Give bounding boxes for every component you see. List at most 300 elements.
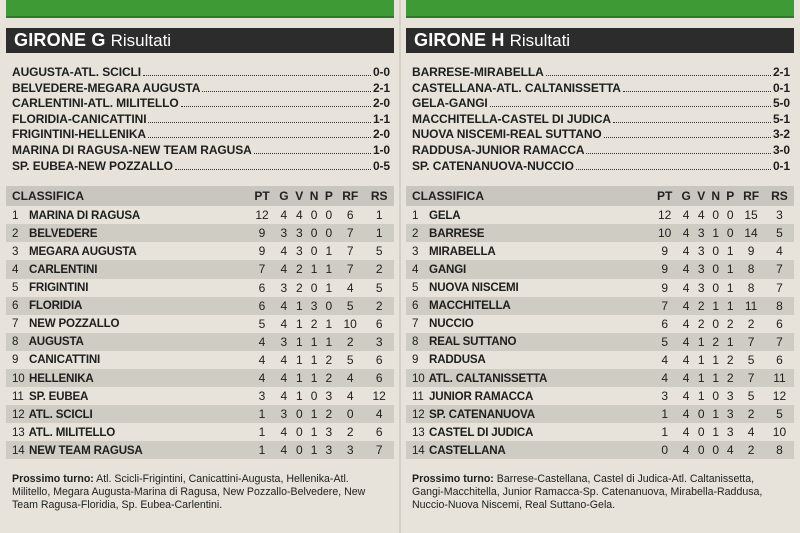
stat-rf: 4 [747, 425, 755, 440]
team-position: 6 [412, 299, 419, 313]
stat-rs: 8 [765, 297, 794, 315]
team-name: CASTELLANA [429, 443, 506, 457]
team-name: RADDUSA [429, 353, 486, 367]
next-round-matches: Barrese-Castellana, Castel di Judica-Atl. Caltanissetta, Gangi-Macchitella, Junior Ramacca-Sp. Catenanuova, Mirabella-Raddusa, Nuccio-Nuova Niscemi, Real Suttano-Gela. [412, 473, 763, 511]
stat-rs: 4 [776, 244, 783, 259]
stat-v: 1 [697, 389, 705, 404]
team-cell [406, 369, 651, 387]
leader-dots [143, 75, 371, 76]
stat-g: 4 [678, 224, 694, 242]
stat-pt: 9 [258, 244, 266, 259]
stat-rf: 9 [747, 244, 755, 259]
stat-n: 1 [306, 405, 321, 423]
team-cell [6, 242, 248, 260]
team-position: 13 [12, 425, 25, 439]
team-name: JUNIOR RAMACCA [429, 389, 534, 403]
stat-p: 3 [723, 405, 737, 423]
team-cell [6, 369, 248, 387]
stat-rs: 7 [765, 260, 794, 278]
stat-g: 3 [276, 224, 293, 242]
match-score: 1-0 [372, 142, 390, 157]
match-score: 3-2 [772, 127, 790, 142]
stat-rs: 3 [364, 333, 394, 351]
leader-dots [613, 122, 771, 123]
stat-p: 0 [726, 208, 734, 223]
team-cell [6, 297, 248, 315]
stat-rs: 5 [765, 224, 794, 242]
stat-rs: 12 [772, 389, 787, 404]
header-v: V [292, 186, 306, 206]
standings-row [406, 333, 794, 351]
team-name: HELLENIKA [29, 371, 94, 385]
stat-rf: 7 [336, 260, 364, 278]
result-row [12, 81, 390, 97]
stat-rf: 5 [346, 352, 354, 367]
team-name: BARRESE [429, 226, 485, 240]
match-name: BARRESE-MIRABELLA [412, 65, 544, 79]
team-position: 10 [412, 371, 425, 385]
stat-n: 1 [708, 297, 723, 315]
team-cell [406, 206, 651, 224]
team-name: MARINA DI RAGUSA [29, 208, 141, 222]
team-name: ATL. SCICLI [28, 407, 93, 421]
stat-v: 0 [292, 405, 306, 423]
header-n: N [708, 186, 723, 206]
stat-g: 4 [280, 244, 288, 259]
standings-row [406, 351, 794, 369]
stat-g: 4 [682, 244, 690, 259]
stat-n: 0 [712, 316, 720, 331]
result-row [412, 81, 790, 97]
standings-row [6, 333, 394, 351]
standings-row [6, 405, 394, 423]
stat-rf: 4 [346, 280, 354, 295]
stat-n: 0 [708, 441, 723, 459]
match-name: MACCHITELLA-CASTEL DI JUDICA [412, 111, 611, 126]
stat-rf: 2 [346, 425, 354, 440]
team-position: 6 [12, 299, 19, 313]
result-row [412, 143, 790, 159]
stat-rf: 14 [737, 224, 765, 242]
team-position: 9 [12, 353, 19, 367]
match-score: 0-5 [372, 158, 390, 173]
match-name: FLORIDIA-CANICATTINI [12, 111, 147, 126]
team-name: CARLENTINI [29, 262, 98, 276]
next-round-label: Prossimo turno: [12, 473, 94, 486]
stat-g: 4 [678, 297, 694, 315]
leader-dots [490, 106, 771, 107]
stat-pt: 12 [255, 208, 269, 223]
stat-p: 2 [723, 369, 737, 387]
match-score: 0-0 [372, 65, 390, 79]
stat-rf: 7 [737, 369, 765, 387]
team-position: 7 [412, 317, 419, 331]
stat-g: 4 [276, 441, 293, 459]
result-row [12, 159, 390, 175]
stat-n: 0 [310, 244, 318, 259]
stat-rs: 5 [375, 280, 383, 295]
stat-n: 1 [712, 425, 720, 440]
standings-row [6, 351, 394, 369]
stat-n: 1 [306, 260, 321, 278]
stat-rf: 10 [343, 316, 357, 331]
team-position: 5 [412, 281, 419, 295]
standings-row [406, 405, 794, 423]
stat-p: 3 [322, 441, 336, 459]
team-name: FRIGINTINI [29, 281, 89, 295]
stat-pt: 1 [258, 425, 266, 440]
team-position: 11 [12, 389, 24, 403]
team-cell [6, 333, 248, 351]
stat-n: 1 [310, 425, 318, 440]
group-title: GIRONE H [414, 30, 505, 50]
stat-pt: 4 [258, 352, 266, 367]
stat-v: 3 [694, 224, 708, 242]
team-position: 11 [412, 389, 424, 403]
standings-row [406, 206, 794, 224]
stat-v: 1 [694, 333, 708, 351]
team-cell [6, 405, 248, 423]
team-name: ATL. MILITELLO [28, 425, 116, 439]
girone-h-column [406, 0, 794, 533]
stat-n: 0 [310, 280, 318, 295]
stat-g: 4 [682, 316, 690, 331]
stat-rs: 11 [765, 369, 794, 387]
stat-n: 1 [708, 405, 723, 423]
stat-rf: 4 [336, 369, 364, 387]
stat-g: 4 [276, 260, 293, 278]
stat-rs: 6 [375, 316, 383, 331]
stat-rs: 5 [375, 244, 383, 259]
team-name: MACCHITELLA [429, 299, 511, 313]
leader-dots [148, 137, 371, 138]
match-score: 1-1 [372, 111, 390, 126]
team-name: AUGUSTA [28, 335, 84, 349]
team-position: 5 [12, 281, 19, 295]
stat-pt: 6 [661, 316, 669, 331]
standings-row [6, 260, 394, 278]
team-name: SP. CATENANUOVA [429, 407, 535, 421]
team-position: 12 [412, 407, 425, 421]
match-name: AUGUSTA-ATL. SCICLI [12, 65, 141, 79]
group-title-bar [406, 28, 794, 53]
stat-g: 4 [678, 333, 694, 351]
standings-row [406, 387, 794, 405]
leader-dots [181, 106, 371, 107]
result-row [12, 143, 390, 159]
match-name: FRIGINTINI-HELLENIKA [12, 127, 146, 142]
team-position: 8 [412, 335, 419, 349]
stat-rs: 3 [776, 208, 783, 223]
standings-row [406, 315, 794, 333]
stat-rs: 1 [364, 224, 394, 242]
stat-v: 4 [295, 208, 303, 223]
stat-g: 3 [276, 405, 293, 423]
stat-p: 1 [726, 280, 734, 295]
team-name: NEW TEAM RAGUSA [29, 443, 143, 457]
stat-rf: 2 [336, 333, 364, 351]
stat-rs: 5 [765, 405, 794, 423]
match-name: CARLENTINI-ATL. MILITELLO [12, 96, 179, 111]
stat-pt: 5 [258, 316, 266, 331]
stat-rf: 2 [747, 316, 755, 331]
match-name: GELA-GANGI [412, 96, 488, 111]
stat-n: 0 [712, 389, 720, 404]
team-cell [406, 297, 651, 315]
team-cell [406, 405, 651, 423]
team-cell [6, 387, 248, 405]
team-name: MEGARA AUGUSTA [29, 244, 137, 258]
result-row [12, 112, 390, 128]
stat-rf: 2 [737, 441, 765, 459]
stat-p: 2 [322, 405, 336, 423]
stat-rf: 15 [744, 208, 758, 223]
leader-dots [623, 91, 771, 92]
team-name: NEW POZZALLO [29, 317, 120, 331]
stat-p: 1 [325, 316, 333, 331]
stat-rs: 4 [364, 405, 394, 423]
standings-row [6, 297, 394, 315]
stat-g: 4 [276, 297, 293, 315]
stat-g: 4 [682, 352, 690, 367]
team-cell [6, 260, 248, 278]
stat-rs: 8 [765, 441, 794, 459]
team-cell [6, 206, 248, 224]
match-name: BELVEDERE-MEGARA AUGUSTA [12, 80, 201, 95]
leader-dots [148, 122, 371, 123]
header-rf: RF [336, 186, 364, 206]
header-n: N [306, 186, 321, 206]
stat-p: 3 [325, 425, 333, 440]
stat-v: 1 [295, 389, 303, 404]
standings-row [6, 441, 394, 459]
stat-g: 4 [682, 425, 690, 440]
stat-rs: 6 [776, 316, 783, 331]
stat-n: 3 [306, 297, 321, 315]
stat-v: 1 [295, 316, 303, 331]
team-name: SP. EUBEA [29, 389, 89, 403]
stat-n: 1 [310, 352, 318, 367]
match-score: 5-0 [772, 96, 790, 111]
stat-pt: 1 [248, 441, 275, 459]
leader-dots [546, 75, 771, 76]
stat-pt: 12 [658, 208, 672, 223]
stat-pt: 4 [661, 352, 669, 367]
match-name: RADDUSA-JUNIOR RAMACCA [412, 142, 585, 157]
stat-pt: 7 [248, 260, 275, 278]
match-score: 2-0 [372, 127, 390, 142]
team-position: 3 [412, 244, 419, 258]
stat-rf: 4 [346, 389, 354, 404]
stat-rs: 7 [765, 333, 794, 351]
result-row [12, 96, 390, 112]
leader-dots [254, 153, 371, 154]
stat-rs: 6 [364, 369, 394, 387]
next-round [6, 473, 394, 511]
green-header-band [6, 0, 394, 18]
stat-g: 4 [678, 260, 694, 278]
stat-p: 1 [322, 260, 336, 278]
standings-row [406, 224, 794, 242]
stat-p: 2 [726, 316, 734, 331]
header-v: V [694, 186, 708, 206]
stat-pt: 7 [651, 297, 678, 315]
team-cell [6, 441, 248, 459]
team-cell [6, 279, 248, 297]
stat-p: 4 [723, 441, 737, 459]
match-score: 2-1 [772, 65, 790, 79]
standings-header-row [406, 186, 794, 206]
stat-g: 4 [682, 389, 690, 404]
standings-row [406, 279, 794, 297]
stat-rs: 1 [375, 208, 383, 223]
stat-pt: 10 [651, 224, 678, 242]
stat-pt: 1 [651, 405, 678, 423]
stat-rf: 7 [346, 244, 354, 259]
stat-g: 4 [678, 441, 694, 459]
team-name: BELVEDERE [29, 226, 98, 240]
stat-g: 4 [280, 389, 288, 404]
standings-table [6, 186, 394, 459]
team-name: REAL SUTTANO [429, 335, 517, 349]
stat-g: 3 [280, 280, 288, 295]
stat-pt: 0 [651, 441, 678, 459]
team-cell [406, 423, 651, 441]
match-score: 3-0 [772, 142, 790, 157]
team-position: 1 [412, 208, 419, 222]
standings-row [6, 423, 394, 441]
stat-rf: 7 [737, 333, 765, 351]
stat-rf: 11 [737, 297, 765, 315]
stat-rf: 7 [336, 224, 364, 242]
next-round-label: Prossimo turno: [412, 473, 494, 486]
header-p: P [723, 186, 737, 206]
stat-v: 2 [295, 280, 303, 295]
standings-row [406, 441, 794, 459]
team-cell [406, 242, 651, 260]
result-row [412, 127, 790, 143]
team-name: ATL. CALTANISSETTA [428, 371, 548, 385]
standings-row [406, 369, 794, 387]
leader-dots [576, 169, 771, 170]
stat-v: 1 [295, 352, 303, 367]
match-name: SP. CATENANUOVA-NUCCIO [412, 158, 574, 173]
stat-g: 4 [280, 316, 288, 331]
stat-v: 4 [697, 208, 705, 223]
stat-n: 0 [708, 260, 723, 278]
stat-n: 0 [712, 208, 720, 223]
standings-row [6, 279, 394, 297]
stat-p: 0 [723, 224, 737, 242]
result-row [412, 159, 790, 175]
stat-p: 2 [726, 352, 734, 367]
stat-rf: 5 [747, 389, 755, 404]
stat-rs: 10 [772, 425, 787, 440]
stat-v: 0 [697, 425, 705, 440]
team-name: NUCCIO [429, 317, 474, 331]
stat-rs: 6 [375, 352, 383, 367]
stat-p: 1 [325, 244, 333, 259]
stat-v: 0 [292, 441, 306, 459]
match-score: 5-1 [772, 111, 790, 126]
stat-n: 2 [708, 333, 723, 351]
team-cell [6, 423, 248, 441]
stat-n: 1 [708, 224, 723, 242]
standings-row [6, 224, 394, 242]
team-name: CANICATTINI [29, 353, 101, 367]
stat-n: 0 [712, 244, 720, 259]
standings-row [406, 242, 794, 260]
result-row [12, 65, 390, 81]
stat-rf: 6 [346, 208, 354, 223]
team-position: 14 [412, 443, 425, 457]
stat-v: 1 [292, 297, 306, 315]
stat-p: 1 [726, 244, 734, 259]
stat-g: 4 [280, 208, 288, 223]
stat-n: 2 [310, 316, 318, 331]
team-name: GELA [429, 208, 461, 222]
stat-v: 0 [694, 441, 708, 459]
team-position: 1 [12, 208, 19, 222]
stat-pt: 9 [661, 244, 669, 259]
team-cell [406, 260, 651, 278]
match-name: MARINA DI RAGUSA-NEW TEAM RAGUSA [12, 142, 252, 157]
stat-pt: 5 [651, 333, 678, 351]
stat-pt: 9 [248, 224, 275, 242]
stat-rs: 7 [364, 441, 394, 459]
header-classifica: CLASSIFICA [6, 186, 248, 206]
stat-n: 1 [306, 441, 321, 459]
header-classifica: CLASSIFICA [406, 186, 651, 206]
stat-p: 1 [325, 280, 333, 295]
stat-pt: 4 [248, 369, 275, 387]
match-name: NUOVA NISCEMI-REAL SUTTANO [412, 127, 602, 142]
team-cell [6, 224, 248, 242]
stat-g: 3 [276, 333, 293, 351]
group-subtitle: Risultati [509, 30, 571, 50]
stat-p: 1 [723, 297, 737, 315]
stat-rs: 12 [372, 389, 386, 404]
leader-dots [604, 137, 771, 138]
stat-g: 4 [682, 208, 690, 223]
results-list [406, 65, 794, 174]
stat-rf: 5 [747, 352, 755, 367]
header-g: G [678, 186, 694, 206]
stat-p: 1 [322, 333, 336, 351]
team-position: 8 [12, 335, 19, 349]
header-rs: RS [765, 186, 794, 206]
stat-v: 1 [292, 333, 306, 351]
stat-g: 4 [682, 280, 690, 295]
match-score: 0-1 [772, 80, 790, 95]
stat-rf: 0 [336, 405, 364, 423]
standings-row [406, 297, 794, 315]
stat-v: 3 [292, 224, 306, 242]
green-header-band [406, 0, 794, 18]
match-score: 2-1 [372, 80, 390, 95]
team-position: 7 [12, 317, 19, 331]
stat-n: 0 [310, 389, 318, 404]
stat-v: 2 [697, 316, 705, 331]
header-rs: RS [364, 186, 394, 206]
stat-rs: 7 [776, 280, 783, 295]
header-pt: PT [248, 186, 275, 206]
team-position: 10 [12, 371, 25, 385]
team-position: 9 [412, 353, 419, 367]
team-name: CASTEL DI JUDICA [429, 425, 534, 439]
stat-p: 1 [723, 260, 737, 278]
stat-p: 0 [325, 208, 333, 223]
